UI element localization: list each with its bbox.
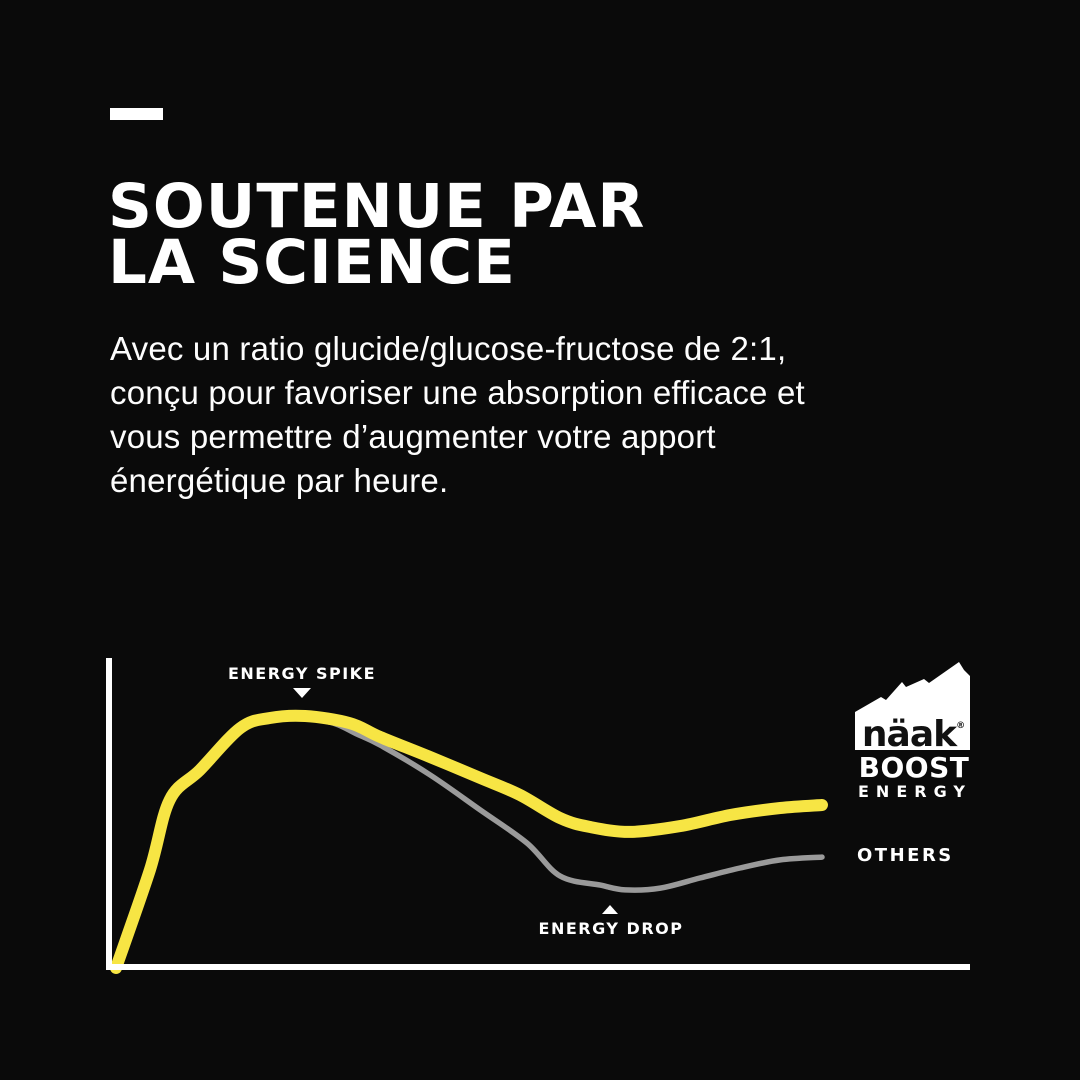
page-title-line2: LA SCIENCE — [108, 226, 516, 298]
naak-wordmark — [855, 704, 972, 755]
naak-curve — [116, 716, 822, 968]
page-title-line1: SOUTENUE PAR — [108, 170, 646, 242]
naak-brand-text: näak — [861, 714, 957, 755]
intro-line: Avec un ratio glucide/glucose-fructose de 2:1, — [110, 330, 787, 367]
intro-line: conçu pour favoriser une absorption efficace et — [110, 374, 805, 411]
drop-marker-icon — [602, 905, 618, 914]
intro-paragraph — [110, 327, 1010, 503]
registered-mark: ® — [956, 721, 966, 731]
intro-line: vous permettre d’augmenter votre apport — [110, 418, 716, 455]
page-title — [108, 170, 646, 298]
spike-marker-icon — [293, 688, 311, 698]
others-series-label: OTHERS — [857, 845, 954, 866]
logo-energy-text: ENERGY — [858, 782, 972, 801]
energy-drop-label: ENERGY DROP — [538, 919, 684, 938]
energy-chart-svg — [100, 650, 980, 990]
energy-spike-label: ENERGY SPIKE — [227, 664, 377, 683]
intro-line: énergétique par heure. — [110, 462, 449, 499]
logo-boost-text: BOOST — [858, 751, 970, 784]
accent-dash — [110, 108, 163, 120]
